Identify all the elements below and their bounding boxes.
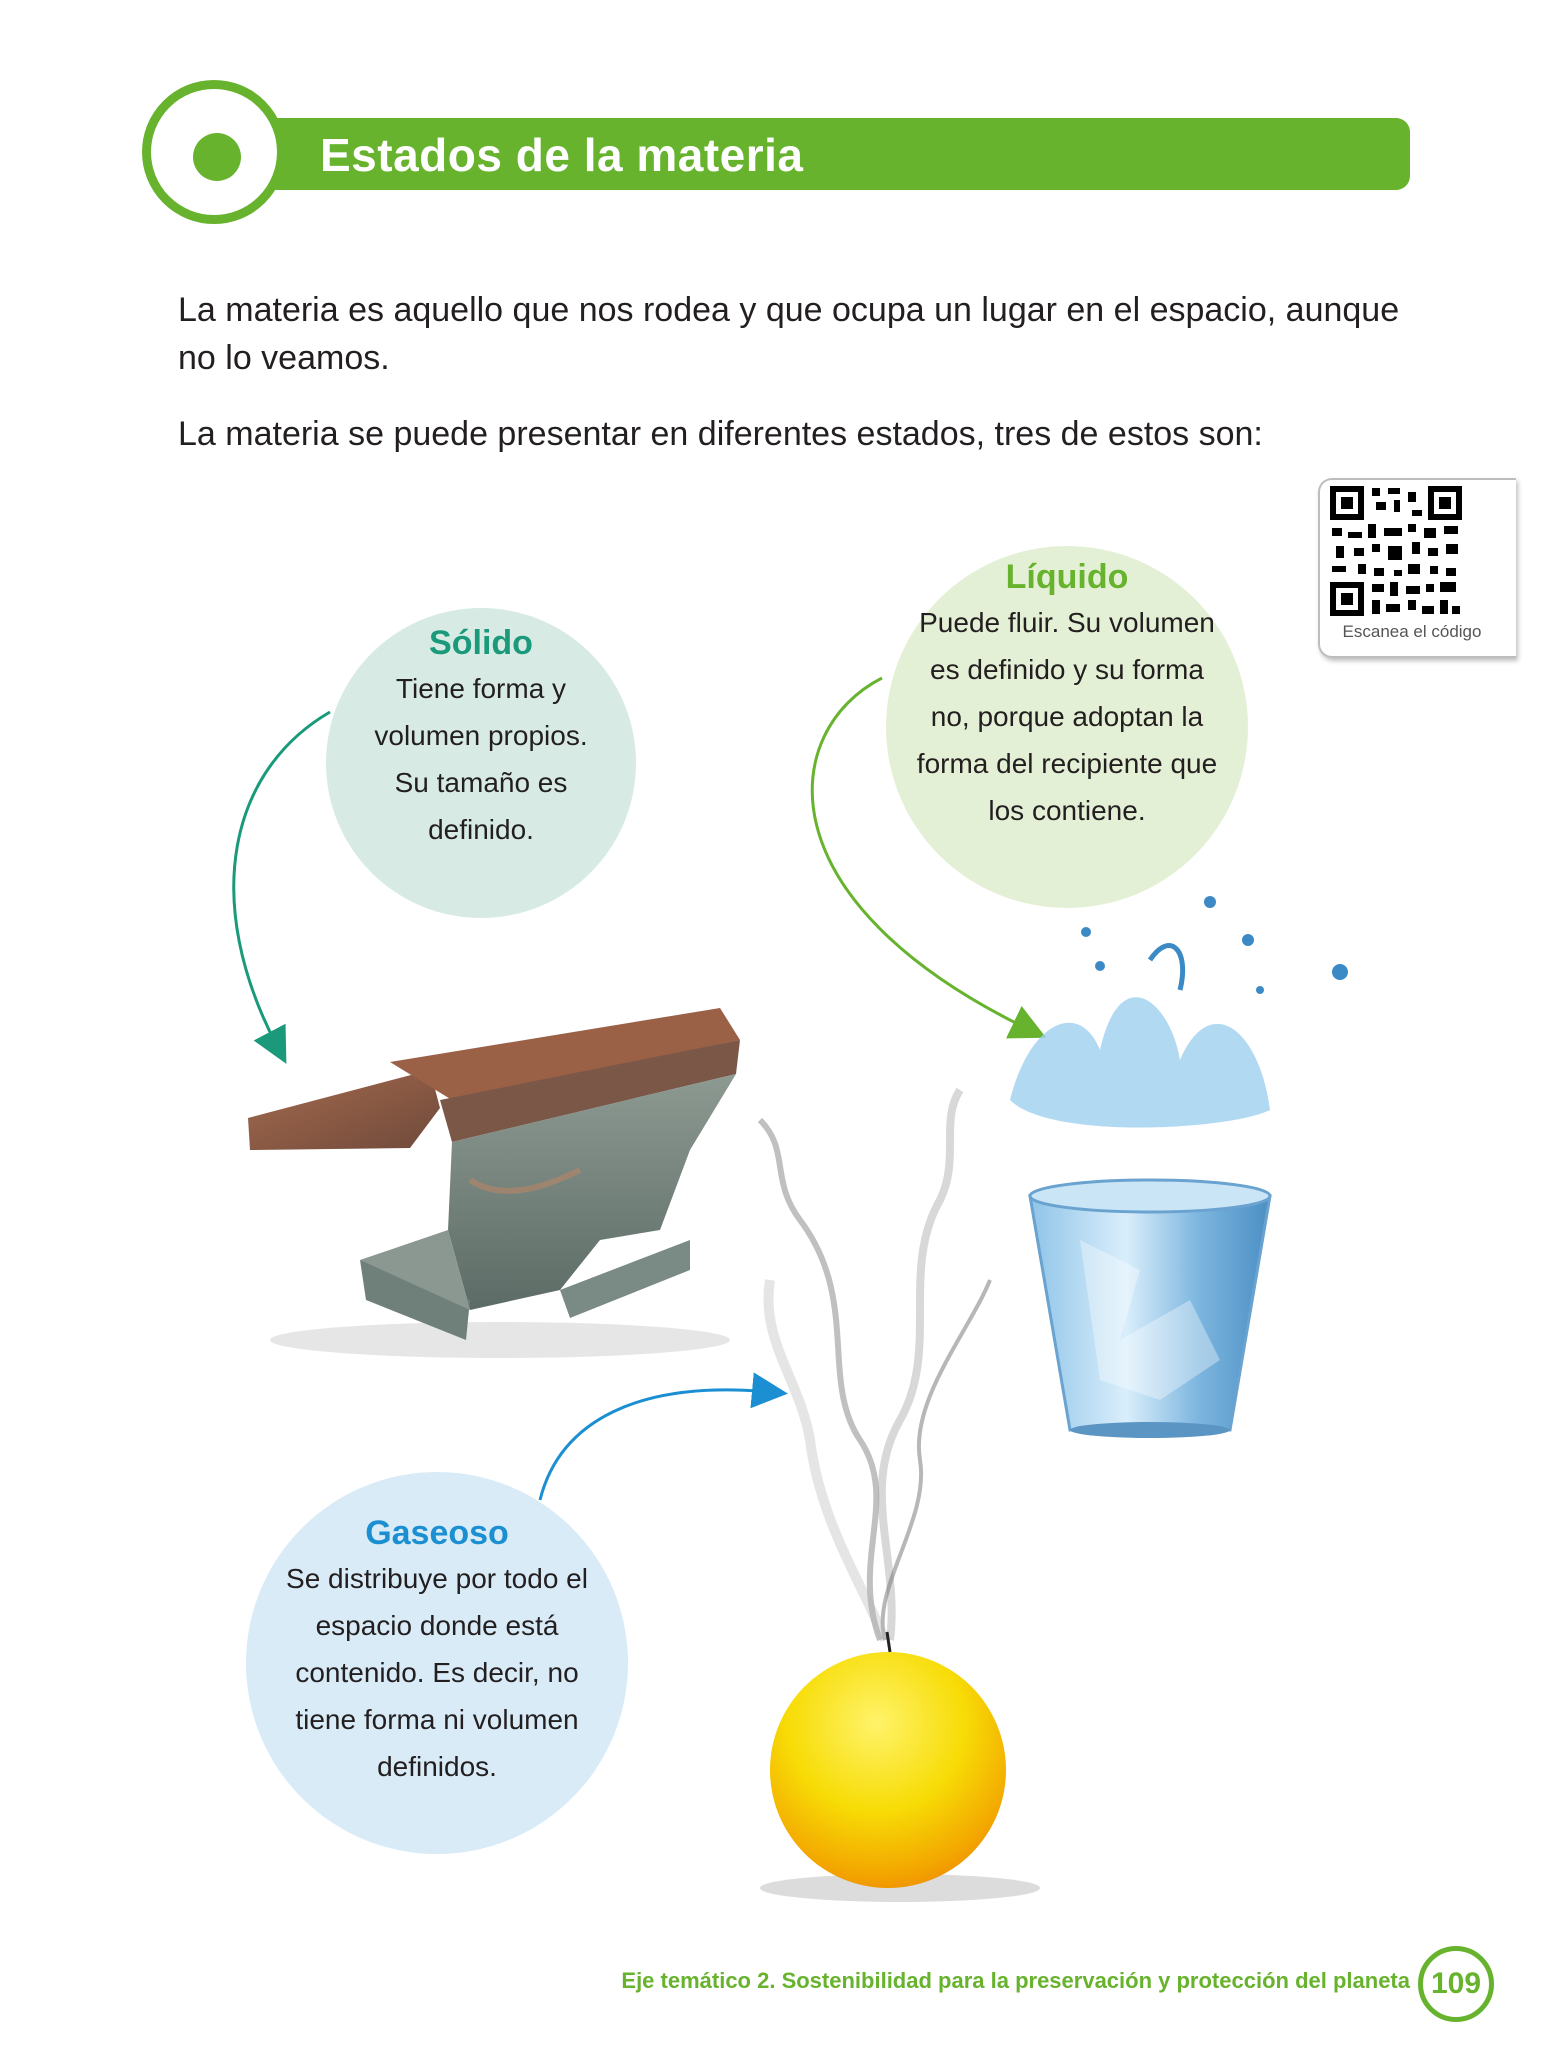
section-dot-icon [193, 133, 241, 181]
solid-title: Sólido [429, 624, 533, 662]
solid-description: Tiene forma y volumen propios. Su tamaño es definido. [374, 673, 588, 845]
intro-paragraph-1: La materia es aquello que nos rodea y que ocupa un lugar en el espacio, aunque no lo veamos. [178, 291, 1400, 377]
solid-bubble [326, 608, 636, 918]
intro-paragraph-2: La materia se puede presentar en diferentes estados, tres de estos son: [178, 415, 1263, 453]
gas-description: Se distribuye por todo el espacio donde está contenido. Es decir, no tiene forma ni volumen definidos. [286, 1563, 588, 1782]
page-number: 109 [1418, 1946, 1494, 2022]
gas-bubble [246, 1472, 628, 1854]
qr-caption: Escanea el código [1342, 622, 1482, 641]
liquid-bubble [886, 546, 1248, 908]
candle-smoke-image [760, 1090, 1040, 1902]
page-title: Estados de la materia [320, 129, 804, 181]
footer-text: Eje temático 2. Sostenibilidad para la preservación y protección del planeta [621, 1968, 1410, 1993]
solid-arrow [234, 712, 330, 1048]
liquid-description: Puede fluir. Su volumen es definido y su forma no, porque adoptan la forma del recipiente que los contiene. [916, 607, 1218, 826]
liquid-title: Líquido [1005, 558, 1129, 596]
anvil-image [248, 1008, 740, 1358]
water-glass-image [1010, 896, 1348, 1438]
gas-title: Gaseoso [365, 1514, 509, 1552]
gas-arrow [540, 1390, 770, 1500]
